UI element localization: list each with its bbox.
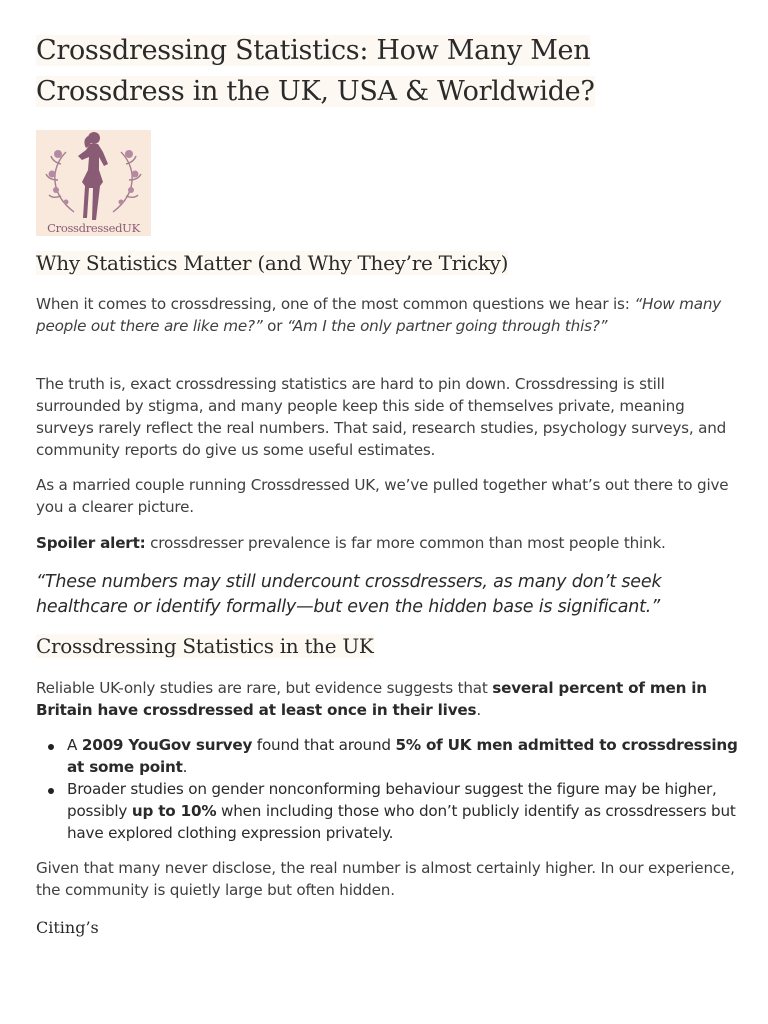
paragraph-spoiler (36, 532, 736, 554)
bullet-text: found that around (252, 736, 396, 754)
section-heading-text: Crossdressing Statistics in the UK (36, 634, 374, 658)
bullet-text: . (182, 758, 188, 776)
spoiler-label: Spoiler alert: (36, 534, 146, 552)
uk-intro-bold: several percent of men in Britain have crossdressed at least once in their lives (36, 679, 707, 719)
bullet-dot-icon (48, 788, 54, 794)
section-heading-text: Why Statistics Matter (and Why They’re Tricky) (36, 251, 509, 275)
intro-or: or (262, 317, 287, 335)
bullet-text: A (67, 736, 82, 754)
uk-intro-text: Reliable UK-only studies are rare, but evidence suggests that (36, 679, 493, 697)
spoiler-text: crossdresser prevalence is far more common than most people think. (145, 534, 666, 552)
paragraph-closing: Given that many never disclose, the real number is almost certainly higher. In our experience, the community is quietly large but often hidden. (36, 859, 735, 899)
citing-heading: Citing’s (36, 918, 99, 937)
paragraph-uk-intro (36, 677, 736, 721)
paragraph-truth: The truth is, exact crossdressing statistics are hard to pin down. Crossdressing is still surrounded by stigma, and many people keep this side of themselves private, meaning surveys rarely reflect the real numbers. That said, research studies, psychology surveys, and community reports do give us some useful estimates. (36, 375, 727, 459)
intro-quote-2: “Am I the only partner going through this?” (286, 317, 608, 335)
paragraph-intro (36, 293, 736, 337)
pull-quote: “These numbers may still undercount crossdressers, as many don’t seek healthcare or identify formally—but even the hidden base is significant.” (36, 572, 662, 617)
section-heading-why-statistics (36, 249, 508, 277)
logo-text: CrossdressedUK (47, 221, 140, 235)
bullet-dot-icon (48, 744, 54, 750)
intro-text: When it comes to crossdressing, one of the most common questions we hear is: (36, 295, 635, 313)
title-line-2: Crossdress in the UK, USA & Worldwide? (36, 76, 595, 107)
list-item (36, 734, 748, 778)
bullet-text: Broader studies on gender nonconforming behaviour suggest the figure may be higher, possibly (67, 780, 717, 820)
section-heading-uk (36, 632, 374, 660)
bullet-bold: up to 10% (131, 802, 217, 820)
bullet-bold: 5% of UK men admitted to crossdressing at some point (67, 736, 738, 776)
uk-intro-end: . (476, 701, 481, 719)
paragraph-married-couple: As a married couple running Crossdressed UK, we’ve pulled together what’s out there to give you a clearer picture. (36, 476, 729, 516)
intro-quote-1: “How many people out there are like me?” (36, 295, 722, 335)
page-title (36, 30, 716, 112)
crossdresseduk-logo[interactable] (36, 130, 151, 236)
list-item (36, 778, 748, 844)
bullet-bold: 2009 YouGov survey (81, 736, 253, 754)
title-line-1: Crossdressing Statistics: How Many Men (36, 35, 591, 66)
bullet-text: when including those who don’t publicly identify as crossdressers but have explored clothing expression privately. (67, 802, 736, 842)
uk-statistics-list (36, 734, 748, 844)
silhouette-floral-wreath-icon (36, 130, 151, 222)
